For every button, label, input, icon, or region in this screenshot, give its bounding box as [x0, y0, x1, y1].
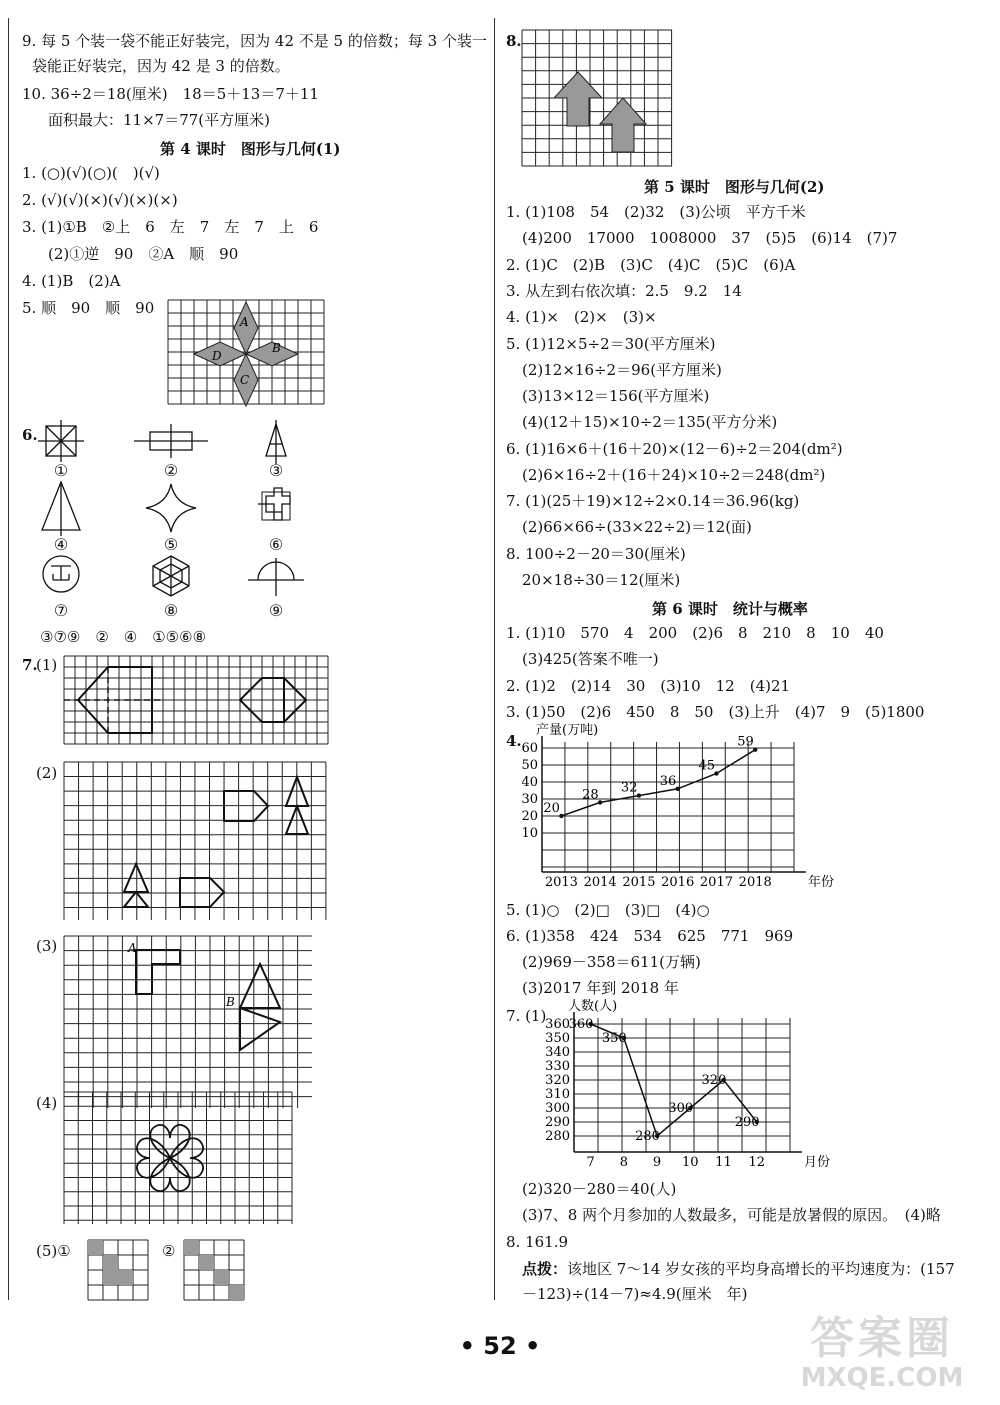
y-axis-title: 产量(万吨)	[536, 723, 599, 738]
figure-8-icon	[153, 556, 189, 596]
q9-line1: 9. 每 5 个装一袋不能正好装完，因为 42 不是 5 的倍数；每 3 个装一	[22, 32, 487, 50]
grid5-letter-c: C	[240, 373, 250, 387]
y-tick-label: 30	[521, 792, 538, 807]
grid73-letter-a: A	[128, 941, 137, 955]
x-tick-label: 2018	[738, 875, 772, 890]
data-label: 290	[734, 1115, 760, 1130]
figure-2-icon	[134, 424, 208, 458]
data-label: 280	[635, 1129, 660, 1144]
a3: 3. 从左到右依次填：2.5 9.2 14	[506, 282, 742, 300]
grid-7-3	[64, 936, 312, 1108]
y-tick-label: 340	[545, 1045, 570, 1060]
figure-9-icon	[248, 558, 304, 596]
figure-4-icon	[42, 482, 80, 536]
grid5-letter-b: B	[272, 341, 281, 355]
grid-7-1	[64, 656, 328, 744]
a8-line2: 20×18÷30＝12(厘米)	[522, 571, 681, 589]
symmetry-figures	[30, 420, 330, 630]
data-label: 28	[582, 787, 599, 803]
data-label: 350	[601, 1031, 627, 1046]
tip-text: 该地区 7～14 岁女孩的平均身高增长的平均速度为：(157	[567, 1260, 955, 1278]
b6-line1: 6. (1)358 424 534 625 771 969	[506, 927, 794, 945]
a5-line1: 5. (1)12×5÷2＝30(平方厘米)	[506, 335, 716, 353]
x-axis-title: 年份	[808, 875, 835, 890]
data-label: 32	[620, 780, 638, 796]
x-tick-label: 10	[682, 1155, 699, 1170]
tip-label: 点拨：	[522, 1260, 568, 1278]
y-tick-label: 280	[545, 1129, 570, 1144]
grid73-letter-b: B	[226, 995, 235, 1009]
a5-line3: (3)13×12＝156(平方厘米)	[522, 387, 710, 405]
section-title-4: 第 4 课时 图形与几何(1)	[160, 140, 341, 158]
q9-line2: 袋能正好装完，因为 42 是 3 的倍数。	[32, 57, 290, 75]
section-title-6: 第 6 课时 统计与概率	[652, 600, 808, 618]
chart-participants	[530, 999, 840, 1176]
r8-label: 8.	[506, 32, 522, 50]
q7-part4-label: (4)	[36, 1094, 58, 1112]
label-7: ⑦	[53, 601, 69, 620]
b3: 3. (1)50 (2)6 450 8 50 (3)上升 (4)7 9 (5)1800	[506, 703, 925, 721]
x-tick-label: 8	[619, 1155, 628, 1170]
column-divider	[494, 18, 495, 1300]
data-label: 320	[701, 1073, 727, 1088]
q7-part5-label-a: (5)①	[36, 1242, 71, 1260]
arrow-grid	[522, 30, 672, 166]
b1-line2: (3)425(答案不唯一)	[522, 650, 659, 668]
label-8: ⑧	[163, 601, 179, 620]
x-tick-label: 11	[715, 1155, 732, 1170]
a1-line2: (4)200 17000 1008000 37 (5)5 (6)14 (7)7	[522, 229, 898, 247]
chart-production	[510, 723, 835, 890]
figure-1-icon	[38, 420, 84, 462]
q2-answer: 2. (√)(√)(×)(√)(×)(×)	[22, 191, 178, 209]
data-label: 59	[737, 734, 754, 750]
y-tick-label: 60	[521, 741, 538, 756]
x-tick-label: 2017	[699, 875, 734, 890]
section-title-5: 第 5 课时 图形与几何(2)	[644, 178, 825, 196]
figure-7-icon	[43, 556, 79, 592]
y-tick-label: 360	[545, 1017, 570, 1032]
y-tick-label: 20	[521, 809, 538, 824]
tip-line1	[522, 1258, 955, 1280]
data-label: 20	[543, 801, 560, 816]
b7-line3: (3)7、8 两个月参加的人数最多，可能是放暑假的原因。 (4)略	[522, 1206, 941, 1224]
a5-line2: (2)12×16÷2＝96(平方厘米)	[522, 361, 722, 379]
figure-3-icon	[266, 420, 286, 464]
a6-line2: (2)6×16÷2＋(16＋24)×10÷2＝248(dm²)	[522, 466, 826, 484]
b2: 2. (1)2 (2)14 30 (3)10 12 (4)21	[506, 677, 791, 695]
label-6: ⑥	[268, 535, 284, 554]
b6-line3: (3)2017 年到 2018 年	[522, 979, 679, 997]
y-tick-label: 330	[545, 1059, 570, 1074]
x-tick-label: 2015	[622, 875, 656, 890]
page-number: • 52 •	[459, 1332, 541, 1360]
x-axis-title: 月份	[804, 1155, 831, 1170]
b4-label: 4.	[506, 732, 522, 750]
a7-line1: 7. (1)(25＋19)×12÷2×0.14＝36.96(kg)	[506, 492, 800, 510]
y-axis-title: 人数(人)	[568, 999, 618, 1014]
label-5: ⑤	[163, 535, 179, 554]
figure-6-icon	[258, 488, 290, 520]
a5-line4: (4)(12＋15)×10÷2＝135(平方分米)	[522, 413, 778, 431]
y-tick-label: 320	[545, 1073, 570, 1088]
b8: 8. 161.9	[506, 1233, 569, 1251]
arrow-up-icon	[554, 72, 602, 126]
y-tick-label: 290	[545, 1115, 570, 1130]
watermark-logo	[782, 1315, 982, 1397]
q10-line2: 面积最大：11×7＝77(平方厘米)	[48, 111, 270, 129]
q10-line1: 10. 36÷2＝18(厘米) 18＝5＋13＝7＋11	[22, 85, 319, 103]
x-tick-label: 2016	[661, 875, 695, 890]
a7-line2: (2)66×66÷(33×22÷2)＝12(面)	[522, 518, 752, 536]
grid5-letter-d: D	[212, 349, 222, 363]
y-tick-label: 350	[545, 1031, 570, 1046]
grid-7-5b	[184, 1240, 244, 1300]
left-margin-rule	[8, 18, 9, 1300]
label-1: ①	[53, 461, 69, 480]
x-tick-label: 7	[586, 1155, 595, 1170]
label-9: ⑨	[268, 601, 284, 620]
q4-answer: 4. (1)B (2)A	[22, 272, 121, 290]
q7-part2-label: (2)	[36, 764, 58, 782]
q5-answer: 5. 顺 90 顺 90	[22, 299, 155, 317]
q1-answer: 1. (○)(√)(○)( )(√)	[22, 164, 160, 182]
data-label: 300	[668, 1101, 694, 1116]
q3-answer-1: 3. (1)①B ②上 6 左 7 左 7 上 6	[22, 218, 319, 236]
b7-line2: (2)320－280＝40(人)	[522, 1180, 677, 1198]
rotation-grid-figure	[168, 300, 324, 412]
data-label: 45	[698, 758, 716, 774]
label-2: ②	[163, 461, 179, 480]
grid-7-4	[64, 1092, 292, 1224]
b5: 5. (1)○ (2)□ (3)□ (4)○	[506, 901, 710, 919]
a6-line1: 6. (1)16×6＋(16＋20)×(12－6)÷2＝204(dm²)	[506, 440, 843, 458]
q7-label: 7.	[22, 656, 38, 674]
grid5-letter-a: A	[240, 315, 249, 329]
data-label: 36	[659, 773, 677, 789]
data-label: 360	[568, 1017, 594, 1032]
figure-5-icon	[146, 484, 196, 532]
b6-line2: (2)969－358＝611(万辆)	[522, 953, 701, 971]
q7-part3-label: (3)	[36, 937, 58, 955]
y-tick-label: 300	[545, 1101, 570, 1116]
q6-label: 6.	[22, 426, 38, 444]
b7-label: 7. (1)	[506, 1007, 547, 1025]
q7-part5-label-b: ②	[162, 1242, 176, 1260]
x-tick-label: 9	[652, 1155, 662, 1170]
a4: 4. (1)× (2)× (3)×	[506, 308, 657, 326]
x-tick-label: 12	[748, 1155, 766, 1170]
label-3: ③	[268, 461, 284, 480]
q3-answer-2: (2)①逆 90 ②A 顺 90	[48, 245, 239, 263]
y-tick-label: 40	[521, 775, 538, 790]
a8-line1: 8. 100÷2－20＝30(厘米)	[506, 545, 686, 563]
x-tick-label: 2014	[583, 875, 617, 890]
watermark-line1: 答案圈	[810, 1313, 954, 1364]
q6-answer: ③⑦⑨ ② ④ ①⑤⑥⑧	[40, 628, 207, 646]
q7-part1-label: (1)	[36, 656, 58, 674]
tip-line2: －123)÷(14－7)≈4.9(厘米 年)	[522, 1285, 748, 1303]
b1-line1: 1. (1)10 570 4 200 (2)6 8 210 8 10 40	[506, 624, 884, 642]
series-line	[561, 750, 755, 816]
y-tick-label: 310	[545, 1087, 570, 1102]
x-tick-label: 2013	[544, 875, 578, 890]
a2: 2. (1)C (2)B (3)C (4)C (5)C (6)A	[506, 256, 796, 274]
grid-7-2	[64, 762, 326, 920]
a1-line1: 1. (1)108 54 (2)32 (3)公顷 平方千米	[506, 203, 806, 221]
watermark-line2: MXQE.COM	[800, 1363, 964, 1393]
grid-7-5a	[88, 1240, 148, 1300]
y-tick-label: 10	[521, 826, 538, 841]
y-tick-label: 50	[521, 758, 538, 773]
label-4: ④	[53, 535, 69, 554]
